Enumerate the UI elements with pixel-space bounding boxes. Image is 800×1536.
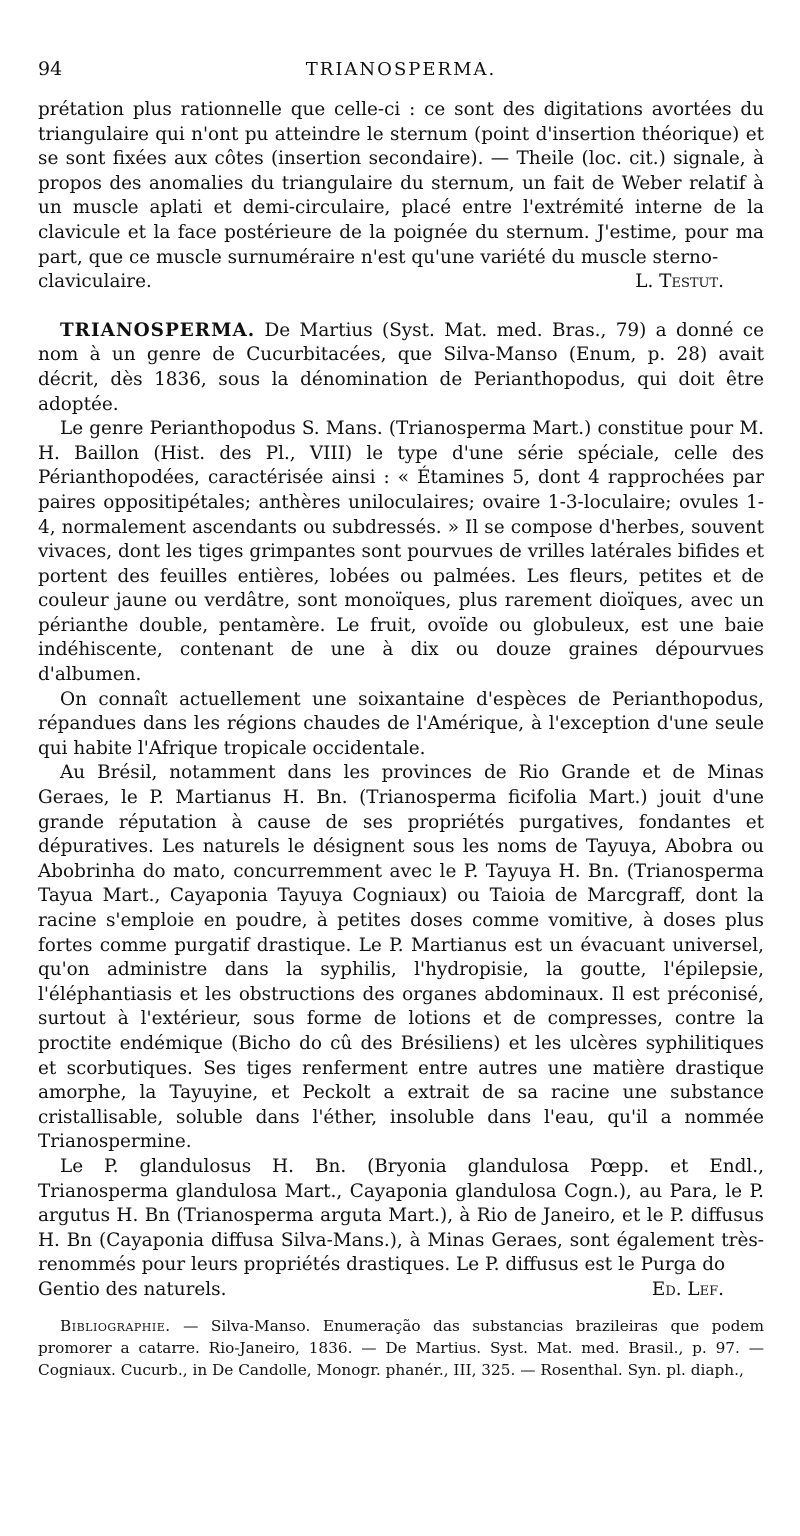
article-p2: Le genre Perianthopodus S. Mans. (Trianosperma Mart.) constitue pour M. H. Baillon (Hist. des Pl., VIII) le type d'une série spéciale, celle des Périanthopodées, caractérisée ainsi : « Étamines 5, dont 4 rapprochées par paires oppositipétales; anthères uniloculaires; ovaire 1-3-loculaire; ovules 1-4, normalement ascendants ou subdressés. » Il se compose d'herbes, souvent vivaces, dont les tiges grimpantes sont pourvues de vrilles latérales bifides et portent des feuilles entières, lobées ou palmées. Les fleurs, petites et de couleur jaune ou verdâtre, sont monoïques, plus rarement dioïques, avec un périanthe double, pentamère. Le fruit, ovoïde ou globuleux, est une baie indéhiscente, contenant de une à dix ou douze graines dépourvues d'albumen. [38,418,764,686]
article-p5-last-line: Gentio des naturels. [38,1278,227,1300]
bibliography-label: Bibliographie. [60,1316,171,1335]
article-p1: De Martius (Syst. Mat. med. Bras., 79) a donné ce nom à un genre de Cucurbitacées, que Silva-Manso (Enum, p. 28) avait décrit, dès 1836, sous la dénomination de Perianthopodus, qui doit être adoptée. [38,319,764,415]
article-p4: Au Brésil, notamment dans les provinces de Rio Grande et de Minas Geraes, le P. Martianus H. Bn. (Trianosperma ficifolia Mart.) jouit d'une grande réputation à cause de ses propriétés purgatives, fondantes et dépuratives. Les naturels le désignent sous les noms de Tayuya, Abobra ou Abobrinha do mato, concurremment avec le P. Tayuya H. Bn. (Trianosperma Tayua Mart., Cayaponia Tayuya Cogniaux) ou Taioia de Marcgraff, dont la racine s'emploie en poudre, à petites doses comme vomitive, à doses plus fortes comme purgatif drastique. Le P. Martianus est un évacuant universel, qu'on administre dans la syphilis, l'hydropisie, la goutte, l'épilepsie, l'éléphantiasis et les obstructions des organes abdominaux. Il est préconisé, surtout à l'extérieur, sous forme de lotions et de compresses, contre la proctite endémique (Bicho do cû des Brésiliens) et les ulcères syphilitiques et scorbutiques. Ses tiges renferment entre autres une matière drastique amorphe, la Tayuyine, et Peckolt a extrait de sa racine une substance cristallisable, soluble dans l'éther, insoluble dans l'eau, qu'il a nommée Trianospermine. [38,762,764,1153]
testut-signature: L. Testut. [635,271,724,293]
testut-last-line: claviculaire. [38,271,152,293]
article-first-paragraph [38,319,764,417]
page-header [38,58,764,88]
bibliography-text: — Silva-Manso. Enumeração das substancias brazileiras que podem promorer a catarre. Rio-Janeiro, 1836. — De Martius. Syst. Mat. med. Brasil., p. 97. — Cogniaux. Cucurb., in De Candolle, Monogr. phanér., III, 325. — Rosenthal. Syn. pl. diaph., [38,1316,764,1379]
running-title: TRIANOSPERMA. [305,59,497,80]
article-signature: Ed. Lef. [651,1278,724,1300]
article-p5: Le P. glandulosus H. Bn. (Bryonia glandulosa Pœpp. et Endl., Trianosperma glandulosa Mart., Cayaponia glandulosa Cogn.), au Para, le P. argutus H. Bn (Trianosperma arguta Mart.), à Rio de Janeiro, et le P. diffusus H. Bn (Cayaponia diffusa Silva-Mans.), à Minas Geraes, sont également très-renommés pour leurs propriétés drastiques. Le P. diffusus est le Purga do [38,1155,764,1276]
testut-signature-line [38,270,764,295]
article-headword: TRIANOSPERMA. [60,319,256,341]
bibliography [38,1315,764,1381]
article-p3: On connaît actuellement une soixantaine d'espèces de Perianthopodus, répandues dans les régions chaudes de l'Amérique, à l'exception d'une seule qui habite l'Afrique tropicale occidentale. [38,688,764,759]
article-signature-line [38,1278,764,1303]
testut-paragraph: prétation plus rationnelle que celle-ci : ce sont des digitations avortées du triangulaire qui n'ont pu atteindre le sternum (point d'insertion théorique) et se sont fixées aux côtes (insertion secondaire). — Theile (loc. cit.) signale, à propos des anomalies du triangulaire du sternum, un fait de Weber relatif à un muscle aplati et demi-circulaire, placé entre l'extrémité interne de la clavicule et la face postérieure de la poignée du sternum. J'estime, pour ma part, que ce muscle surnuméraire n'est qu'une variété du muscle sterno- [38,99,764,268]
page-number: 94 [38,58,63,80]
